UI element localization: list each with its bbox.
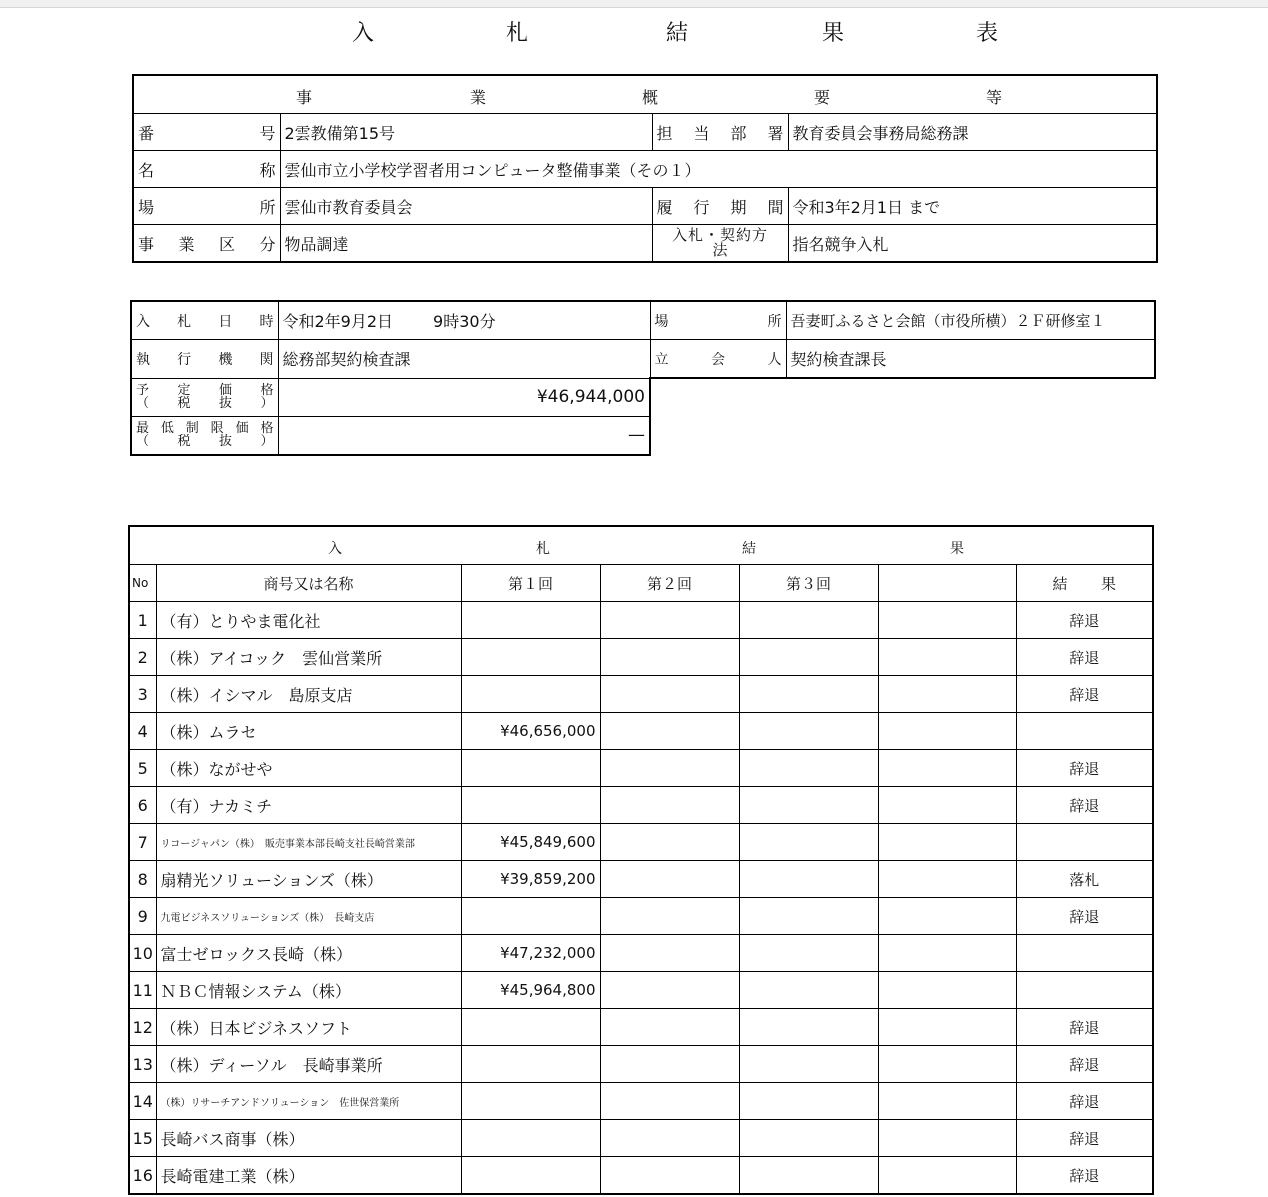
result-status: 辞退: [1016, 1120, 1153, 1157]
round-3-bid: [739, 787, 878, 824]
table-row: [129, 602, 1153, 639]
row-number: 7: [129, 824, 156, 861]
result-status: [1016, 713, 1153, 750]
blank-cell: [878, 861, 1016, 898]
company-name: 九電ビジネスソリューションズ（株） 長崎支店: [156, 898, 461, 935]
results-header: 入 札 結 果: [129, 526, 1153, 565]
label-estimated-price: 予 定 価 格 （ 税 抜 ）: [131, 378, 278, 416]
table-row: [129, 713, 1153, 750]
value-name: 雲仙市立小学校学習者用コンピュータ整備事業（その１）: [280, 151, 1157, 188]
row-number: 5: [129, 750, 156, 787]
round-1-bid: [461, 639, 600, 676]
row-number: 9: [129, 898, 156, 935]
blank-cell: [878, 898, 1016, 935]
label-witness: 立 会 人: [650, 340, 786, 379]
round-3-bid: [739, 1120, 878, 1157]
bid-results-table: [128, 525, 1154, 1195]
round-3-bid: [739, 935, 878, 972]
project-overview-table: [132, 74, 1158, 263]
round-2-bid: [600, 787, 739, 824]
value-minimum-price: —: [278, 416, 650, 455]
round-3-bid: [739, 1083, 878, 1120]
round-3-bid: [739, 639, 878, 676]
result-status: 辞退: [1016, 639, 1153, 676]
company-name: リコージャパン（株） 販売事業本部長崎支社長崎営業部: [156, 824, 461, 861]
table-row: [129, 787, 1153, 824]
col-round-1: 第１回: [461, 565, 600, 602]
round-2-bid: [600, 972, 739, 1009]
blank-cell: [878, 639, 1016, 676]
company-name: （株）日本ビジネスソフト: [156, 1009, 461, 1046]
result-status: [1016, 824, 1153, 861]
company-name: （株）リサーチアンドソリューション 佐世保営業所: [156, 1083, 461, 1120]
label-period: 履 行 期 間: [652, 188, 788, 225]
table-row: [129, 824, 1153, 861]
result-status: 辞退: [1016, 676, 1153, 713]
col-result: 結 果: [1016, 565, 1153, 602]
row-number: 3: [129, 676, 156, 713]
result-status: [1016, 935, 1153, 972]
label-bid-place: 場 所: [650, 301, 786, 340]
label-place: 場 所: [133, 188, 280, 225]
col-no: No: [129, 565, 156, 602]
round-3-bid: [739, 676, 878, 713]
value-estimated-price: ¥46,944,000: [278, 378, 650, 416]
document-title: [0, 16, 1268, 46]
round-1-bid: ¥45,964,800: [461, 972, 600, 1009]
col-blank: [878, 565, 1016, 602]
round-2-bid: [600, 750, 739, 787]
label-category: 事 業 区 分: [133, 225, 280, 263]
blank-cell: [878, 602, 1016, 639]
round-1-bid: [461, 898, 600, 935]
round-3-bid: [739, 898, 878, 935]
round-2-bid: [600, 1083, 739, 1120]
round-3-bid: [739, 972, 878, 1009]
round-1-bid: [461, 1083, 600, 1120]
round-2-bid: [600, 898, 739, 935]
company-name: 富士ゼロックス長崎（株）: [156, 935, 461, 972]
round-3-bid: [739, 824, 878, 861]
round-2-bid: [600, 1046, 739, 1083]
round-2-bid: [600, 824, 739, 861]
label-minimum-price: 最 低 制 限 価 格 （ 税 抜 ）: [131, 416, 278, 455]
round-2-bid: [600, 1157, 739, 1195]
result-status: 辞退: [1016, 1009, 1153, 1046]
result-status: 辞退: [1016, 1083, 1153, 1120]
col-round-2: 第２回: [600, 565, 739, 602]
company-name: （株）ディーソル 長崎事業所: [156, 1046, 461, 1083]
overview-header: 事 業 概 要 等: [133, 75, 1157, 114]
results-rows: [129, 602, 1153, 1195]
label-number: 番 号: [133, 114, 280, 151]
result-status: 辞退: [1016, 1046, 1153, 1083]
table-row: [129, 1120, 1153, 1157]
table-row: [129, 972, 1153, 1009]
blank-cell: [878, 676, 1016, 713]
label-bid-date: 入 札 日 時: [131, 301, 278, 340]
row-number: 2: [129, 639, 156, 676]
table-row: [129, 898, 1153, 935]
blank-cell: [878, 1157, 1016, 1195]
value-bid-date: 令和2年9月2日 9時30分: [278, 301, 650, 340]
value-number: 2雲教備第15号: [280, 114, 652, 151]
round-1-bid: [461, 602, 600, 639]
table-row: [129, 1157, 1153, 1195]
round-1-bid: [461, 1120, 600, 1157]
title-char-2: 札: [506, 21, 529, 46]
blank-cell: [878, 750, 1016, 787]
round-2-bid: [600, 1009, 739, 1046]
round-2-bid: [600, 602, 739, 639]
label-method: 入札・契約方 法: [652, 225, 788, 263]
value-place: 雲仙市教育委員会: [280, 188, 652, 225]
company-name: 長崎バス商事（株）: [156, 1120, 461, 1157]
col-round-3: 第３回: [739, 565, 878, 602]
blank-cell: [878, 713, 1016, 750]
round-3-bid: [739, 750, 878, 787]
title-char-5: 表: [976, 21, 999, 46]
row-number: 14: [129, 1083, 156, 1120]
round-3-bid: [739, 713, 878, 750]
title-char-3: 結: [666, 21, 689, 46]
row-number: 8: [129, 861, 156, 898]
row-number: 12: [129, 1009, 156, 1046]
round-1-bid: [461, 676, 600, 713]
table-row: [129, 750, 1153, 787]
round-1-bid: ¥46,656,000: [461, 713, 600, 750]
label-name: 名 称: [133, 151, 280, 188]
company-name: （株）イシマル 島原支店: [156, 676, 461, 713]
col-company-name: 商号又は名称: [156, 565, 461, 602]
round-1-bid: [461, 750, 600, 787]
round-2-bid: [600, 676, 739, 713]
round-1-bid: ¥47,232,000: [461, 935, 600, 972]
blank-cell: [878, 935, 1016, 972]
table-row: [129, 1083, 1153, 1120]
company-name: ＮＢＣ情報システム（株）: [156, 972, 461, 1009]
table-row: [129, 676, 1153, 713]
table-row: [129, 935, 1153, 972]
blank-cell: [878, 1083, 1016, 1120]
value-department: 教育委員会事務局総務課: [788, 114, 1157, 151]
table-row: [129, 861, 1153, 898]
round-1-bid: [461, 1157, 600, 1195]
label-department: 担 当 部 署: [652, 114, 788, 151]
round-3-bid: [739, 861, 878, 898]
company-name: （株）ながせや: [156, 750, 461, 787]
value-bid-place: 吾妻町ふるさと会館（市役所横）２Ｆ研修室１: [786, 301, 1155, 340]
result-status: 辞退: [1016, 602, 1153, 639]
value-category: 物品調達: [280, 225, 652, 263]
table-row: [129, 1009, 1153, 1046]
row-number: 15: [129, 1120, 156, 1157]
round-3-bid: [739, 1157, 878, 1195]
round-2-bid: [600, 1120, 739, 1157]
row-number: 16: [129, 1157, 156, 1195]
company-name: （有）ナカミチ: [156, 787, 461, 824]
result-status: 辞退: [1016, 750, 1153, 787]
blank-cell: [878, 824, 1016, 861]
round-2-bid: [600, 861, 739, 898]
row-number: 11: [129, 972, 156, 1009]
value-method: 指名競争入札: [788, 225, 1157, 263]
table-row: [129, 1046, 1153, 1083]
round-2-bid: [600, 935, 739, 972]
company-name: 長崎電建工業（株）: [156, 1157, 461, 1195]
blank-cell: [878, 1009, 1016, 1046]
label-executor: 執 行 機 関: [131, 340, 278, 379]
table-row: [129, 639, 1153, 676]
round-2-bid: [600, 639, 739, 676]
value-period: 令和3年2月1日 まで: [788, 188, 1157, 225]
result-status: 辞退: [1016, 1157, 1153, 1195]
result-status: 辞退: [1016, 898, 1153, 935]
blank-cell: [878, 1046, 1016, 1083]
row-number: 10: [129, 935, 156, 972]
result-status: 辞退: [1016, 787, 1153, 824]
row-number: 1: [129, 602, 156, 639]
round-2-bid: [600, 713, 739, 750]
value-executor: 総務部契約検査課: [278, 340, 650, 379]
round-1-bid: ¥39,859,200: [461, 861, 600, 898]
company-name: （株）アイコック 雲仙営業所: [156, 639, 461, 676]
company-name: 扇精光ソリューションズ（株）: [156, 861, 461, 898]
title-char-4: 果: [822, 21, 845, 46]
bid-info-table: [130, 300, 1156, 456]
result-status: [1016, 972, 1153, 1009]
blank-cell: [878, 1120, 1016, 1157]
row-number: 6: [129, 787, 156, 824]
round-1-bid: ¥45,849,600: [461, 824, 600, 861]
title-char-1: 入: [352, 21, 375, 46]
row-number: 13: [129, 1046, 156, 1083]
viewer-top-bar: [0, 0, 1268, 8]
row-number: 4: [129, 713, 156, 750]
round-1-bid: [461, 787, 600, 824]
result-status: 落札: [1016, 861, 1153, 898]
blank-cell: [878, 972, 1016, 1009]
round-1-bid: [461, 1009, 600, 1046]
round-3-bid: [739, 1046, 878, 1083]
company-name: （株）ムラセ: [156, 713, 461, 750]
company-name: （有）とりやま電化社: [156, 602, 461, 639]
blank-cell: [878, 787, 1016, 824]
round-1-bid: [461, 1046, 600, 1083]
round-3-bid: [739, 1009, 878, 1046]
value-witness: 契約検査課長: [786, 340, 1155, 379]
round-3-bid: [739, 602, 878, 639]
